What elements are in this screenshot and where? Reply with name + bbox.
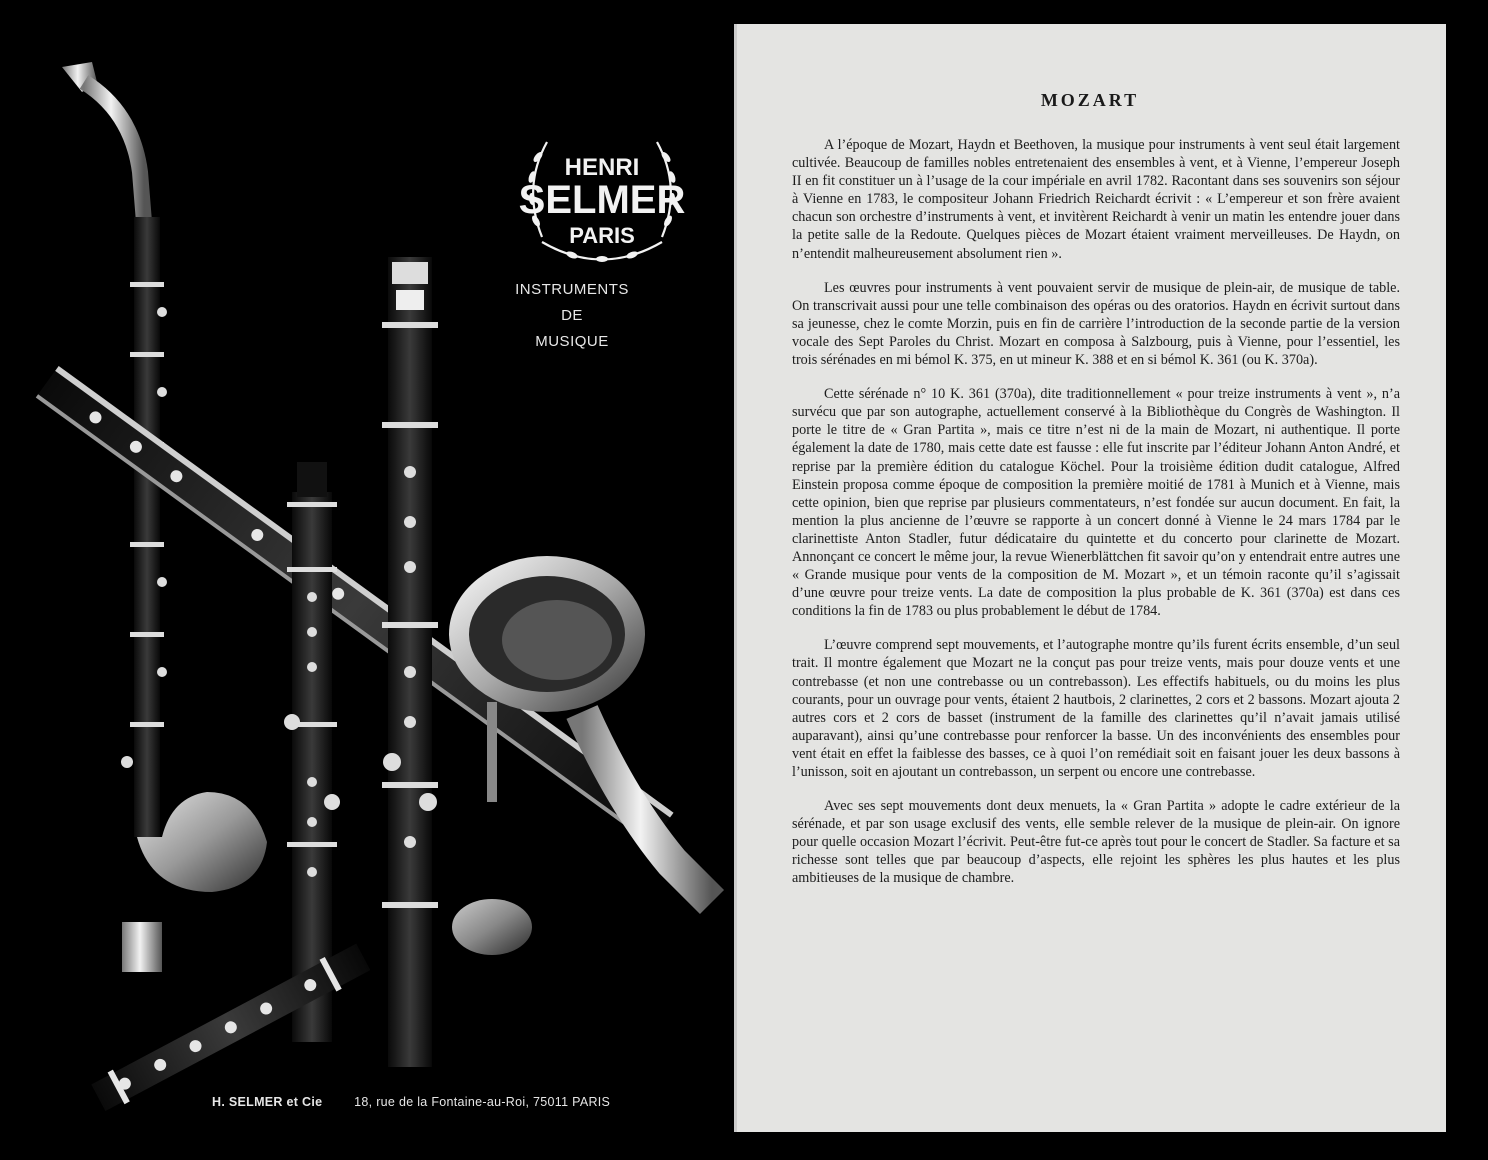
advertisement-page [22, 22, 732, 1132]
paragraph-4: L’œuvre comprend sept mouvements, et l’autographe montre qu’ils furent écrits ensemble, d’un seul trait. Il montre également que Mozart ne la conçut pas pour treize vents, mais pour douze vents et une contrebasse (et non une contrebasse ou un contrebasson). Les effectifs habituels, ou du moins les plus courants, pour un ouvrage pour vents, étaient 2 hautbois, 2 clarinettes, 2 cors et 2 bassons. Mozart ajouta 2 autres cors et 2 cors de basset (instrument de la famille des clarinettes qu’il n’avait jamais utilisé auparavant), ainsi qu’une contrebasse pour renforcer la basse. Un des inconvénients des ensembles pour vent était en effet la faiblesse des basses, ce à quoi l’on remédiait soit en faisant jouer les deux bassons à l’unisson, soit en ajoutant un contrebasson, un serpent ou encore une contrebasse. [792, 637, 1400, 780]
paragraph-5: Avec ses sept mouvements dont deux menuets, la « Gran Partita » adopte le cadre extérieur de la sérénade, et par son usage exclusif des vents, elle semble relever de la musique de plein-air. On ignore pour quelle occasion Mozart l’écrivit. Peut-être fut-ce après tout pour le concert de Stadler. Sa facture et sa richesse sont telles que par beaucoup d’aspects, elle rejoint les sphères les plus hautes et les plus ambitieuses de la musique de chambre. [792, 798, 1400, 887]
logo-henri: HENRI [564, 154, 640, 181]
tagline [492, 277, 652, 355]
tagline-line-3: MUSIQUE [535, 333, 609, 350]
paragraph-2: Les œuvres pour instruments à vent pouvaient servir de musique de plein-air, de musique de table. On transcrivait aussi pour une telle combinaison des opéras ou des oratorios. Haydn en écrivit surtout dans sa jeunesse, chez le comte Morzin, puis en fin de carrière l’introduction de la seconde partie de la version vocale des Sept Paroles du Christ. Mozart en composa à Salzbourg, puis à Vienne, pour l’essentiel, les trois sérénades en mi bémol K. 375, en ut mineur K. 388 et en si bémol K. 361 (ou K. 370a). [792, 279, 1400, 369]
tagline-line-1: INSTRUMENTS [515, 281, 629, 298]
advert-footer [212, 1095, 610, 1109]
company-name: H. SELMER et Cie [212, 1095, 323, 1109]
article-page [734, 24, 1446, 1132]
logo-selmer: SELMER [518, 178, 686, 222]
company-address: 18, rue de la Fontaine-au-Roi, 75011 PARIS [354, 1095, 611, 1109]
selmer-logo [502, 117, 702, 277]
tagline-line-2: DE [561, 307, 583, 324]
article-title: MOZART [1040, 90, 1140, 110]
paragraph-1: A l’époque de Mozart, Haydn et Beethoven, la musique pour instruments à vent seul était largement cultivée. Beaucoup de familles nobles entretenaient des ensembles à vent, et à Vienne, l’empereur Joseph II en fit constituer un à l’usage de la cour impériale en avril 1782. Racontant dans ses souvenirs son séjour à Vienne en 1783, le compositeur Johann Friedrich Reichardt écrivit : « L’empereur et son frère avaient chacun son orchestre d’instruments à vent, et invitèrent Reichardt à venir un matin les entendre jouer dans la petite salle de la Redoute. Quelques pièces de Mozart étaient vraiment merveilleuses. De Haydn, on n’entendit malheureusement absolument rien ». [792, 137, 1400, 262]
paragraph-3: Cette sérénade n° 10 K. 361 (370a), dite traditionnellement « pour treize instruments à vent », n’a survécu que par son autographe, actuellement conservé à la Bibliothèque du Congrès de Washington. Il porte le titre de « Gran Partita », mais ce titre n’est ni de la main de Mozart, ni authentique. Il porte également la date de 1780, mais cette date est fausse : elle fut inscrite par l’éditeur Johann Anton André, et reprise par la première édition du catalogue Köchel. Pour la troisième édition dudit catalogue, Alfred Einstein proposa comme époque de composition la première moitié de 1781 à Munich et à Vienne, mais cette opinion, bien que reprise par plusieurs commentateurs, n’est fondée sur aucun document. En fait, la mention la plus ancienne de l’œuvre se rapporte à un concert donné à Vienne le 24 mars 1784 par le clarinettiste Anton Stadler, futur dédicataire du quintette et du concerto pour clarinette de Mozart. Annonçant ce concert le même jour, la revue Wienerblättchen fit savoir qu’on y entendrait entre autres une « Grande musique pour vents de la composition de M. Mozart », et un témoin raconte qu’il s’agissait d’une œuvre pour treize vents. La date de composition la plus probable de K. 361 (370a) est dans ces conditions la fin de 1783 ou plus probablement le début de 1784. [792, 386, 1400, 620]
logo-paris: PARIS [569, 223, 635, 248]
article-body [792, 136, 1400, 904]
